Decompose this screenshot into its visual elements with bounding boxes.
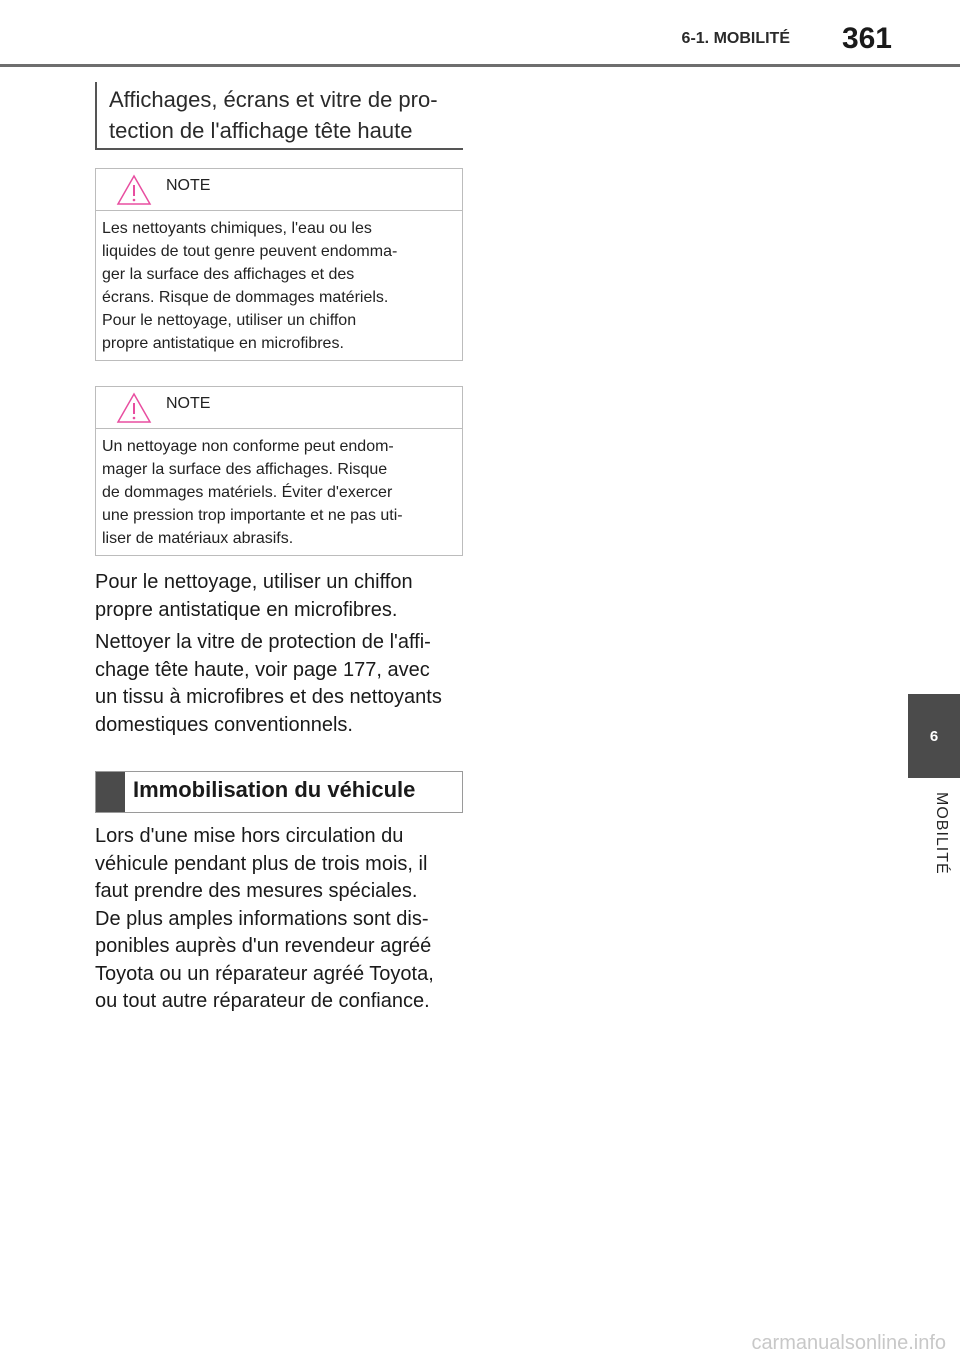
page-number: 361: [841, 22, 892, 55]
paragraph-line: Lors d'une mise hors circulation du: [95, 825, 404, 847]
paragraph-line: De plus amples informations sont dis-: [95, 907, 429, 930]
note-title: NOTE: [166, 177, 211, 194]
warning-icon: [116, 173, 152, 207]
note-title: NOTE: [166, 395, 211, 412]
section-title: Immobilisation du véhicule: [133, 777, 416, 802]
note-line: Un nettoyage non conforme peut endom-: [102, 438, 394, 455]
subheading-line: Affichages, écrans et vitre de pro-: [109, 87, 438, 112]
paragraph-line: Nettoyer la vitre de protection de l'affi-: [95, 631, 431, 653]
chapter-tab[interactable]: [908, 694, 960, 778]
paragraph-line: Toyota ou un réparateur agréé Toyota,: [95, 962, 434, 985]
paragraph-line: un tissu à microfibres et des nettoyants: [95, 686, 442, 708]
paragraph-line: véhicule pendant plus de trois mois, il: [95, 852, 428, 875]
note-line: ger la surface des affichages et des: [102, 266, 355, 284]
watermark-text: carmanualsonline.info: [751, 1332, 946, 1354]
subheading-line: tection de l'affichage tête haute: [109, 118, 413, 143]
note-header: [96, 387, 462, 429]
section-header: 6-1. MOBILITÉ: [681, 30, 790, 47]
paragraph-line: domestiques conventionnels.: [95, 713, 353, 736]
section-heading: [95, 771, 463, 813]
note-body: [96, 429, 462, 560]
warning-icon: [116, 391, 152, 425]
note-line: mager la surface des affichages. Risque: [102, 461, 388, 479]
body-paragraph: [95, 823, 465, 1016]
paragraph-line: Pour le nettoyage, utiliser un chiffon: [95, 571, 413, 593]
chapter-label: MOBILITÉ: [933, 792, 950, 875]
note-line: propre antistatique en microfibres.: [102, 335, 344, 353]
note-line: liquides de tout genre peuvent endomma-: [102, 243, 398, 261]
note-box: [95, 386, 463, 556]
note-line: liser de matériaux abrasifs.: [102, 530, 294, 548]
chapter-number: 6: [929, 727, 939, 745]
note-line: écrans. Risque de dommages matériels.: [102, 289, 389, 307]
subheading-box: [95, 82, 463, 150]
paragraph-line: faut prendre des mesures spéciales.: [95, 880, 418, 902]
paragraph-line: chage tête haute, voir page 177, avec: [95, 658, 430, 681]
paragraph-line: propre antistatique en microfibres.: [95, 598, 398, 621]
note-line: une pression trop importante et ne pas uti-: [102, 507, 403, 525]
paragraph-line: ponibles auprès d'un revendeur agréé: [95, 935, 432, 957]
note-header: [96, 169, 462, 211]
section-marker: [96, 772, 125, 812]
body-paragraph: [95, 569, 465, 624]
note-box: [95, 168, 463, 361]
note-body: [96, 211, 462, 366]
header-divider: [0, 64, 960, 67]
body-paragraph: [95, 629, 465, 739]
paragraph-line: ou tout autre réparateur de confiance.: [95, 990, 430, 1012]
subheading-title: [109, 84, 459, 146]
note-line: Les nettoyants chimiques, l'eau ou les: [102, 220, 372, 237]
note-line: Pour le nettoyage, utiliser un chiffon: [102, 312, 357, 330]
note-line: de dommages matériels. Éviter d'exercer: [102, 484, 393, 502]
